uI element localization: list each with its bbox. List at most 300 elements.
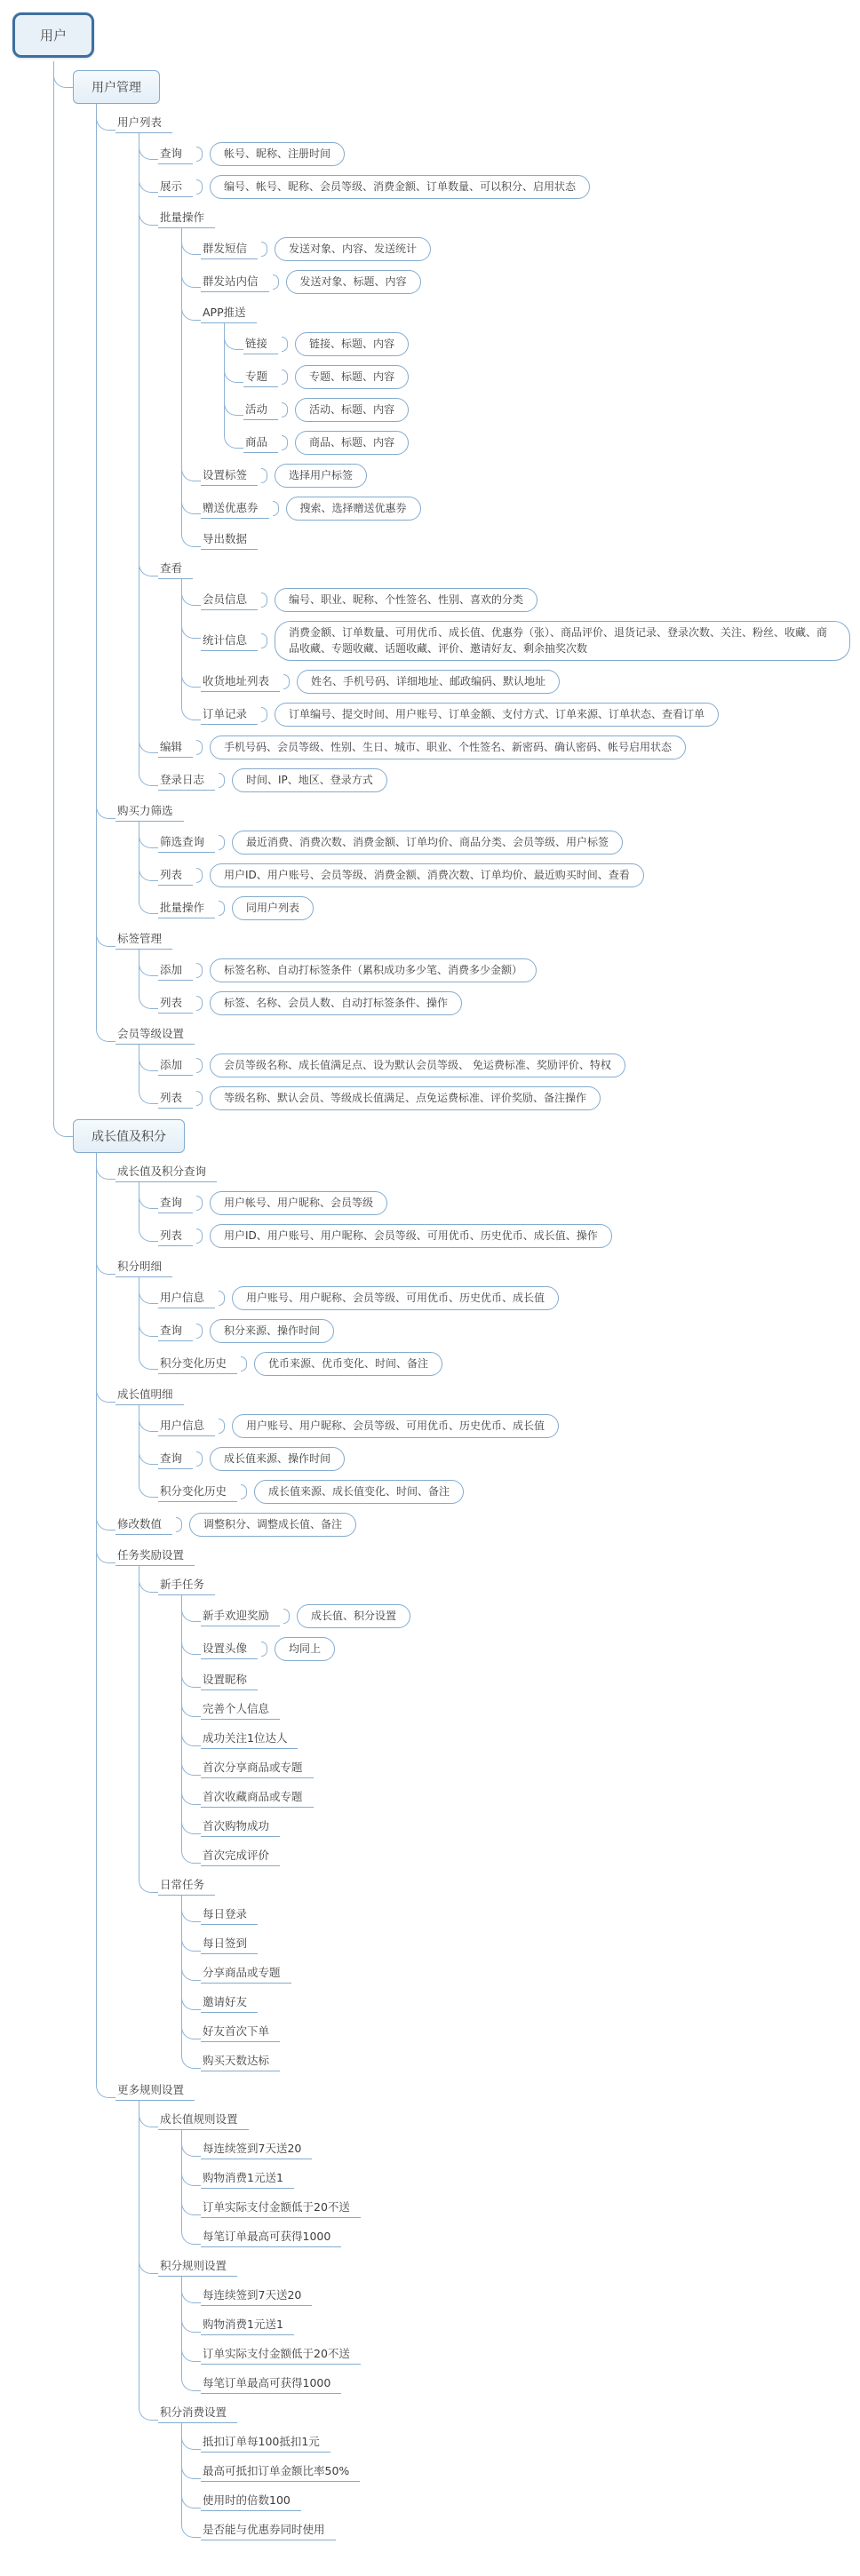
node-row [73,1119,856,1153]
summary-bracket-icon [261,242,267,257]
summary-bracket-icon [196,179,203,195]
node-row [158,175,856,199]
node-row [201,2051,856,2071]
node-row [201,2491,856,2511]
mindmap-node [181,1817,856,1837]
node-row [158,735,856,759]
summary-bracket-icon [196,868,203,883]
node-row [201,1992,856,2013]
mindmap-node [139,1086,856,1110]
node-row [158,1447,856,1471]
mindmap-node [139,896,856,920]
topic-label[interactable]: 购物消费1元送1 [201,2168,294,2189]
detail-capsule[interactable]: 标签名称、自动打标签条件（累积成功多少笔、消费多少金额） [210,958,537,982]
summary-bracket-icon [219,1291,225,1306]
summary-bracket-icon [241,1356,247,1371]
mindmap-node [181,1729,856,1749]
mindmap-node [139,1447,856,1471]
node-row [201,1904,856,1925]
topic-label[interactable]: 邀请好友 [201,1992,258,2013]
node-row [158,1224,856,1248]
topic-label[interactable]: 订单实际支付金额低于20不送 [201,2344,361,2365]
mindmap-node [139,1286,856,1310]
children-group [96,1162,856,2540]
mindmap-node [96,929,856,1015]
topic-label[interactable]: 积分明细 [115,1257,172,1277]
node-row [201,2022,856,2042]
mindmap-node [181,1758,856,1778]
mindmap-node [224,365,856,389]
children-group [181,2286,856,2394]
node-row [73,70,856,104]
node-row [201,529,856,550]
mindmap-node [224,398,856,422]
topic-label[interactable]: 积分规则设置 [158,2256,237,2277]
summary-bracket-icon [196,1451,203,1467]
topic-label[interactable]: 首次购物成功 [201,1817,280,1837]
topic-label[interactable]: 收货地址列表 [201,672,280,692]
mindmap-node [181,497,856,521]
topic-label[interactable]: 更多规则设置 [115,2080,195,2101]
node-row [12,12,856,58]
topic-label[interactable]: 积分变化历史 [158,1354,237,1374]
mindmap-node [139,831,856,855]
topic-label[interactable]: 查询 [158,144,193,164]
detail-capsule[interactable]: 订单编号、提交时间、用户账号、订单金额、支付方式、订单来源、订单状态、查看订单 [275,703,719,727]
children-group [181,2432,856,2540]
summary-bracket-icon [219,901,225,916]
node-row [201,703,856,727]
topic-label[interactable]: 用户列表 [115,113,172,133]
topic-label[interactable]: 查询 [158,1449,193,1469]
mindmap-node [96,1024,856,1110]
mindmap-node [139,768,856,792]
topic-label[interactable]: 活动 [243,400,278,420]
summary-bracket-icon [196,147,203,162]
topic-label[interactable]: 设置昵称 [201,1670,258,1690]
detail-capsule[interactable]: 用户账号、用户昵称、会员等级、可用优币、历史优币、成长值 [232,1286,559,1310]
children-group [181,2139,856,2247]
node-row [115,1546,856,1566]
mindmap-node [139,735,856,759]
topic-label[interactable]: 商品 [243,433,278,453]
mindmap-node [139,1053,856,1077]
mindmap-node [181,270,856,294]
mindmap-node [181,2139,856,2159]
node-row [115,2080,856,2101]
topic-label[interactable]: 购买力筛选 [115,801,184,822]
node-row [201,1817,856,1837]
topic-label[interactable]: 积分消费设置 [158,2403,237,2423]
topic-label[interactable]: 链接 [243,334,278,354]
node-row [115,1257,856,1277]
topic-label[interactable]: 抵扣订单每100抵扣1元 [201,2432,330,2453]
summary-bracket-icon [219,835,225,850]
mindmap-node [181,1699,856,1720]
mindmap-node [181,621,856,661]
mindmap-node [139,863,856,887]
detail-capsule[interactable]: 用户账号、用户昵称、会员等级、可用优币、历史优币、成长值 [232,1414,559,1438]
topic-label[interactable]: 查询 [158,1321,193,1341]
summary-bracket-icon [196,1228,203,1244]
topic-label[interactable]: 修改数值 [115,1515,172,1535]
mindmap-node [181,2344,856,2365]
mindmap-node [139,1414,856,1438]
node-row [243,431,856,455]
detail-capsule[interactable]: 编号、帐号、昵称、会员等级、消费金额、订单数量、可以积分、启用状态 [210,175,590,199]
node-row [201,1729,856,1749]
mindmap-node [181,2432,856,2453]
detail-capsule[interactable]: 成长值来源、成长值变化、时间、备注 [254,1480,464,1504]
topic-label[interactable]: 首次完成评价 [201,1846,280,1866]
topic-label[interactable]: 成长值明细 [115,1385,184,1405]
topic-label[interactable]: 添加 [158,960,193,981]
topic-label[interactable]: APP推送 [201,303,257,323]
topic-label[interactable]: 查看 [158,559,193,579]
node-row [158,958,856,982]
summary-bracket-icon [273,274,279,290]
topic-label[interactable]: 新手任务 [158,1575,215,1595]
mindmap-node [181,2051,856,2071]
topic-label[interactable]: 成长值规则设置 [158,2110,249,2130]
detail-capsule[interactable]: 用户ID、用户账号、会员等级、消费金额、消费次数、订单均价、最近购买时间、查看 [210,863,644,887]
summary-bracket-icon [282,435,288,450]
summary-bracket-icon [283,674,290,689]
mindmap-node [139,958,856,982]
topic-label[interactable]: 添加 [158,1055,193,1076]
detail-capsule[interactable]: 等级名称、默认会员、等级成长值满足、点免运费标准、评价奖励、备注操作 [210,1086,601,1110]
mindmap-node [181,2286,856,2306]
topic-label[interactable]: 标签管理 [115,929,172,950]
children-group [224,332,856,455]
summary-bracket-icon [196,996,203,1011]
main-topic[interactable]: 成长值及积分 [73,1119,185,1153]
node-row [158,2256,856,2277]
mindmap-node [181,2461,856,2482]
mindmap-node [139,142,856,166]
node-row [115,1024,856,1045]
mindmap-node [139,2403,856,2540]
node-row [158,142,856,166]
detail-capsule[interactable]: 会员等级名称、成长值满足点、设为默认会员等级、 免运费标准、奖励评价、特权 [210,1053,625,1077]
detail-capsule[interactable]: 均同上 [275,1637,335,1661]
topic-label[interactable]: 首次分享商品或专题 [201,1758,314,1778]
node-row [243,365,856,389]
detail-capsule[interactable]: 链接、标题、内容 [295,332,409,356]
topic-label[interactable]: 成长值及积分查询 [115,1162,217,1182]
main-topic[interactable]: 用户管理 [73,70,160,104]
mindmap-node [96,2080,856,2540]
topic-label[interactable]: 群发短信 [201,239,258,259]
node-row [158,1191,856,1215]
node-row [115,929,856,950]
node-row [243,332,856,356]
mindmap-node [96,1162,856,1248]
topic-label[interactable]: 群发站内信 [201,272,269,292]
mindmap-node [181,1934,856,1954]
node-row [158,896,856,920]
summary-bracket-icon [261,1642,267,1657]
node-row [201,237,856,261]
mindmap-node [181,2373,856,2394]
mindmap-node [181,237,856,261]
node-row [201,1637,856,1661]
summary-bracket-icon [196,1058,203,1073]
detail-capsule[interactable]: 帐号、昵称、注册时间 [210,142,345,166]
node-row [201,497,856,521]
detail-capsule[interactable]: 同用户列表 [232,896,314,920]
node-row [201,2315,856,2335]
topic-label[interactable]: 完善个人信息 [201,1699,280,1720]
node-row [158,1086,856,1110]
node-row [201,2344,856,2365]
summary-bracket-icon [219,1419,225,1434]
topic-label[interactable]: 购买天数达标 [201,2051,280,2071]
mindmap-node [181,2315,856,2335]
node-row [201,1846,856,1866]
topic-label[interactable]: 赠送优惠券 [201,498,269,519]
topic-label[interactable]: 每日签到 [201,1934,258,1954]
detail-capsule[interactable]: 用户ID、用户账号、用户昵称、会员等级、可用优币、历史优币、成长值、操作 [210,1224,612,1248]
node-row [201,270,856,294]
mindmap-node [224,332,856,356]
mindmap-node [96,1513,856,1537]
topic-label[interactable]: 列表 [158,865,193,886]
detail-capsule[interactable]: 发送对象、标题、内容 [286,270,421,294]
detail-capsule[interactable]: 选择用户标签 [275,464,367,488]
topic-label[interactable]: 设置头像 [201,1639,258,1659]
detail-capsule[interactable]: 最近消费、消费次数、消费金额、订单均价、商品分类、会员等级、用户标签 [232,831,623,855]
mindmap-node [181,1846,856,1866]
topic-label[interactable]: 列表 [158,1088,193,1109]
node-row [158,2110,856,2130]
root-topic[interactable]: 用户 [12,12,94,58]
topic-label[interactable]: 编辑 [158,737,193,758]
mindmap-node [53,1119,856,2540]
children-group [181,588,856,727]
detail-capsule[interactable]: 编号、职业、昵称、个性签名、性别、喜欢的分类 [275,588,538,612]
summary-bracket-icon [196,1196,203,1211]
summary-bracket-icon [176,1517,182,1532]
node-row [201,2139,856,2159]
detail-capsule[interactable]: 消费金额、订单数量、可用优币、成长值、优惠券（张）、商品评价、退货记录、登录次数、关注、粉丝、收藏、商品收藏、专题收藏、话题收藏、评价、邀请好友、剩余抽奖次数 [275,621,850,661]
mindmap-node [96,1385,856,1504]
node-row [158,1053,856,1077]
children-group [181,237,856,550]
mindmap-node [181,1992,856,2013]
children-group [139,1575,856,2071]
topic-label[interactable]: 每笔订单最高可获得1000 [201,2373,341,2394]
topic-label[interactable]: 批量操作 [158,898,215,918]
topic-label[interactable]: 购物消费1元送1 [201,2315,294,2335]
mindmap-node [139,1191,856,1215]
mindmap-node [181,529,856,550]
children-group [139,2110,856,2540]
topic-label[interactable]: 查询 [158,1193,193,1213]
topic-label[interactable]: 订单记录 [201,704,258,725]
children-group [139,1286,856,1376]
children-group [139,1053,856,1110]
node-row [158,1286,856,1310]
summary-bracket-icon [196,1091,203,1106]
detail-capsule[interactable]: 手机号码、会员等级、性别、生日、城市、职业、个性签名、新密码、确认密码、帐号启用状态 [210,735,686,759]
summary-bracket-icon [283,1609,290,1624]
mindmap-node [139,208,856,550]
topic-label[interactable]: 订单实际支付金额低于20不送 [201,2198,361,2218]
detail-capsule[interactable]: 搜索、选择赠送优惠券 [286,497,421,521]
mindmap-node [181,1904,856,1925]
topic-label[interactable]: 每笔订单最高可获得1000 [201,2227,341,2247]
summary-bracket-icon [282,370,288,385]
node-row [201,2373,856,2394]
mindmap-node [181,2168,856,2189]
children-group [139,1414,856,1504]
mindmap-node [139,1875,856,2071]
summary-bracket-icon [282,337,288,352]
topic-label[interactable]: 是否能与优惠券同时使用 [201,2520,336,2540]
mindmap-node [96,1257,856,1376]
node-row [201,1758,856,1778]
node-row [158,559,856,579]
topic-label[interactable]: 新手欢迎奖励 [201,1606,280,1626]
mindmap-node [181,670,856,694]
topic-label[interactable]: 每连续签到7天送20 [201,2286,312,2306]
mindmap-node [181,2491,856,2511]
detail-capsule[interactable]: 专题、标题、内容 [295,365,409,389]
topic-label[interactable]: 积分变化历史 [158,1482,237,1502]
topic-label[interactable]: 最高可抵扣订单金额比率50% [201,2461,360,2482]
children-group [139,142,856,792]
node-row [158,2403,856,2423]
topic-label[interactable]: 列表 [158,1226,193,1246]
mindmap-node [181,2227,856,2247]
mindmap-node [181,703,856,727]
node-row [201,2432,856,2453]
summary-bracket-icon [261,592,267,608]
topic-label[interactable]: 专题 [243,367,278,387]
mindmap-node [139,559,856,727]
topic-label[interactable]: 每日登录 [201,1904,258,1925]
children-group [139,958,856,1015]
node-row [158,1319,856,1343]
mindmap-node [12,12,856,2540]
node-row [201,303,856,323]
summary-bracket-icon [219,773,225,788]
mindmap-node [181,303,856,455]
node-row [243,398,856,422]
node-row [201,464,856,488]
mindmap-node [139,175,856,199]
topic-label[interactable]: 成功关注1位达人 [201,1729,298,1749]
detail-capsule[interactable]: 调整积分、调整成长值、备注 [189,1513,356,1537]
detail-capsule[interactable]: 成长值、积分设置 [297,1604,410,1628]
children-group [139,831,856,920]
node-row [158,1875,856,1896]
mindmap-node [139,1224,856,1248]
node-row [158,1575,856,1595]
children-group [181,1904,856,2071]
topic-label[interactable]: 日常任务 [158,1875,215,1896]
topic-label[interactable]: 统计信息 [201,631,258,651]
node-row [158,208,856,228]
summary-bracket-icon [196,963,203,978]
detail-capsule[interactable]: 标签、名称、会员人数、自动打标签条件、操作 [210,991,462,1015]
mindmap-node [181,464,856,488]
mindmap-node [181,1963,856,1984]
node-row [115,1162,856,1182]
mindmap-node [224,431,856,455]
node-row [201,2227,856,2247]
node-row [201,621,856,661]
mindmap-node [139,1480,856,1504]
node-row [201,1787,856,1808]
detail-capsule[interactable]: 活动、标题、内容 [295,398,409,422]
mindmap-node [139,1319,856,1343]
detail-capsule[interactable]: 时间、IP、地区、登录方式 [232,768,387,792]
mindmap-node [139,1575,856,1866]
topic-label[interactable]: 用户信息 [158,1416,215,1436]
mindmap-node [96,113,856,792]
detail-capsule[interactable]: 发送对象、内容、发送统计 [275,237,431,261]
topic-label[interactable]: 好友首次下单 [201,2022,280,2042]
topic-label[interactable]: 使用时的倍数100 [201,2491,301,2511]
topic-label[interactable]: 分享商品或专题 [201,1963,291,1984]
summary-bracket-icon [261,633,267,648]
detail-capsule[interactable]: 商品、标题、内容 [295,431,409,455]
topic-label[interactable]: 会员信息 [201,590,258,610]
mindmap-node [181,1670,856,1690]
node-row [201,2286,856,2306]
topic-label[interactable]: 首次收藏商品或专题 [201,1787,314,1808]
detail-capsule[interactable]: 姓名、手机号码、详细地址、邮政编码、默认地址 [297,670,560,694]
node-row [201,2168,856,2189]
topic-label[interactable]: 登录日志 [158,770,215,791]
children-group [53,70,856,2540]
detail-capsule[interactable]: 积分来源、操作时间 [210,1319,334,1343]
topic-label[interactable]: 导出数据 [201,529,258,550]
node-row [201,670,856,694]
topic-label[interactable]: 任务奖励设置 [115,1546,195,1566]
node-row [115,1385,856,1405]
topic-label[interactable]: 用户信息 [158,1288,215,1308]
topic-label[interactable]: 列表 [158,993,193,1014]
summary-bracket-icon [261,468,267,483]
node-row [201,1934,856,1954]
topic-label[interactable]: 每连续签到7天送20 [201,2139,312,2159]
mindmap-node [181,2520,856,2540]
summary-bracket-icon [261,707,267,722]
mindmap-node [139,1352,856,1376]
detail-capsule[interactable]: 成长值来源、操作时间 [210,1447,345,1471]
topic-label[interactable]: 会员等级设置 [115,1024,195,1045]
topic-label[interactable]: 筛选查询 [158,832,215,853]
node-row [158,1352,856,1376]
node-row [158,863,856,887]
node-row [158,1414,856,1438]
mindmap-node [139,991,856,1015]
detail-capsule[interactable]: 优币来源、优币变化、时间、备注 [254,1352,442,1376]
summary-bracket-icon [241,1484,247,1499]
mindmap-node [139,2110,856,2247]
node-row [115,113,856,133]
topic-label[interactable]: 设置标签 [201,465,258,486]
mindmap-node [181,1637,856,1661]
mindmap-node [96,801,856,920]
detail-capsule[interactable]: 用户帐号、用户昵称、会员等级 [210,1191,387,1215]
topic-label[interactable]: 批量操作 [158,208,215,228]
node-row [158,768,856,792]
topic-label[interactable]: 展示 [158,177,193,197]
